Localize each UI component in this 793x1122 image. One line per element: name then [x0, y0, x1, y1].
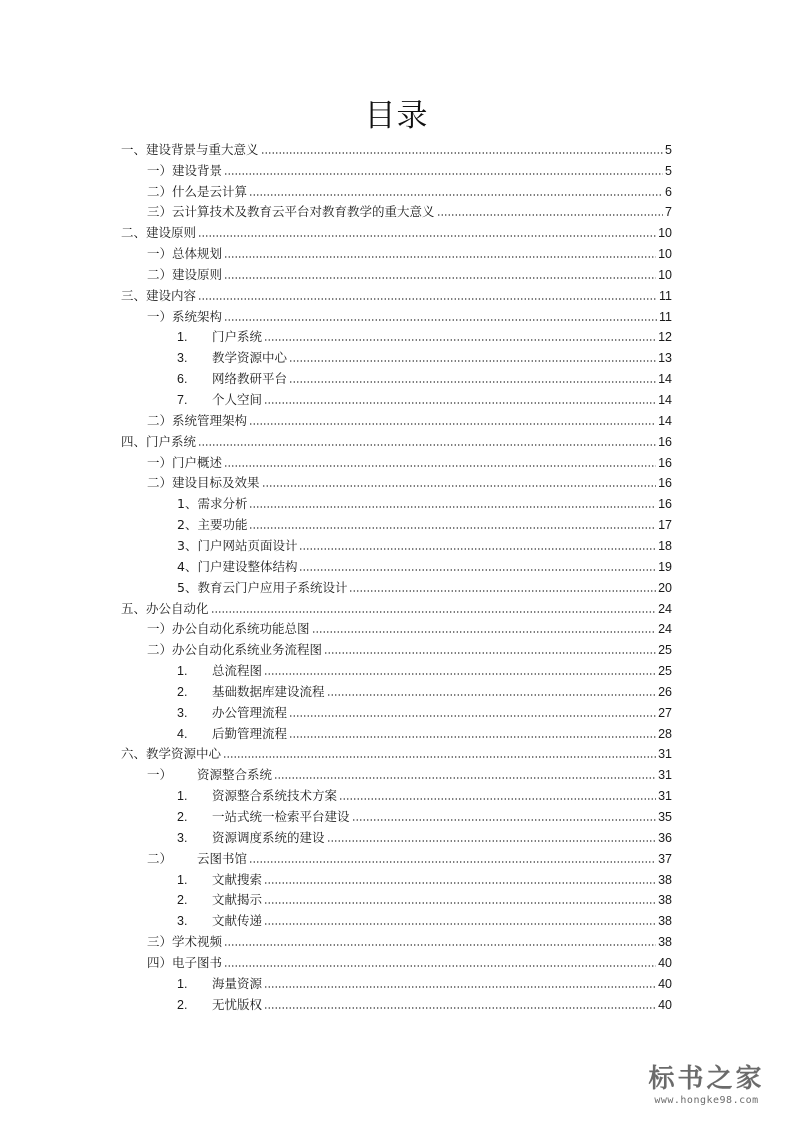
toc-dot-leader [264, 1006, 656, 1010]
toc-entry-label: 教学资源中心 [212, 350, 288, 366]
toc-entry-page-number: 31 [658, 747, 672, 762]
toc-entry[interactable] [147, 200, 672, 221]
toc-entry-number: 1. [177, 789, 188, 804]
toc-entry-number: 1. [177, 330, 188, 345]
toc-entry-label: 资源整合系统 [197, 767, 273, 783]
toc-entry-number: 3. [177, 914, 188, 929]
toc-dot-leader [264, 985, 656, 989]
toc-entry-label: 一）建设背景 [147, 162, 223, 178]
toc-entry-label: 个人空间 [212, 392, 263, 408]
toc-entry-page-number: 27 [658, 705, 672, 720]
toc-entry-page-number: 25 [658, 643, 672, 658]
toc-entry-number: 3. [177, 351, 188, 366]
toc-entry-number: 二） [147, 850, 173, 866]
toc-entry-page-number: 6 [665, 184, 672, 199]
toc-dot-leader [274, 776, 656, 780]
toc-entry-page-number: 10 [658, 247, 672, 262]
toc-entry-page-number: 26 [658, 684, 672, 699]
toc-entry-label: 无忧版权 [212, 996, 263, 1012]
toc-entry[interactable] [177, 366, 672, 387]
toc-entry-number: 一） [147, 767, 173, 783]
toc-entry-number: 1. [177, 664, 188, 679]
toc-entry-page-number: 14 [658, 413, 672, 428]
toc-dot-leader [262, 484, 657, 488]
toc-entry-label: 3、门户网站页面设计 [177, 537, 298, 553]
toc-entry-page-number: 40 [658, 955, 672, 970]
toc-dot-leader [352, 818, 657, 822]
toc-entry-label: 资源调度系统的建设 [212, 829, 325, 845]
toc-entry-page-number: 40 [658, 976, 672, 991]
toc-entry-page-number: 35 [658, 810, 672, 825]
toc-entry-label: 文献揭示 [212, 892, 263, 908]
toc-entry-number: 4. [177, 726, 188, 741]
toc-entry-label: 一）门户概述 [147, 454, 223, 470]
toc-dot-leader [289, 735, 656, 739]
toc-dot-leader [264, 401, 656, 405]
toc-entry-page-number: 31 [658, 789, 672, 804]
toc-entry-page-number: 28 [658, 726, 672, 741]
toc-dot-leader [211, 610, 657, 614]
toc-dot-leader [198, 297, 657, 301]
toc-entry[interactable] [147, 763, 672, 784]
toc-entry[interactable] [147, 408, 672, 429]
toc-dot-leader [224, 943, 656, 947]
toc-entry-page-number: 17 [658, 518, 672, 533]
toc-entry[interactable] [177, 825, 672, 846]
toc-entry[interactable] [147, 304, 672, 325]
toc-entry[interactable] [147, 617, 672, 638]
toc-dot-leader [249, 860, 656, 864]
toc-dot-leader [264, 672, 656, 676]
toc-entry[interactable] [177, 512, 672, 533]
toc-entry-number: 6. [177, 372, 188, 387]
toc-entry-page-number: 36 [658, 830, 672, 845]
toc-entry-label: 一、建设背景与重大意义 [121, 141, 259, 157]
toc-entry[interactable] [177, 679, 672, 700]
toc-entry-label: 二）办公自动化系统业务流程图 [147, 642, 323, 658]
toc-entry-label: 四、门户系统 [121, 433, 197, 449]
toc-dot-leader [264, 881, 656, 885]
toc-entry-page-number: 7 [665, 205, 672, 220]
toc-dot-leader [224, 964, 656, 968]
toc-entry-page-number: 18 [658, 538, 672, 553]
toc-entry-label: 云图书馆 [197, 850, 248, 866]
toc-dot-leader [249, 193, 663, 197]
toc-entry-page-number: 38 [658, 914, 672, 929]
toc-entry-label: 资源整合系统技术方案 [212, 788, 338, 804]
toc-entry-label: 5、教育云门户应用子系统设计 [177, 579, 348, 595]
toc-entry[interactable] [177, 387, 672, 408]
toc-dot-leader [249, 422, 656, 426]
toc-entry-page-number: 5 [665, 142, 672, 157]
toc-entry-label: 一）总体规划 [147, 246, 223, 262]
toc-entry-label: 六、教学资源中心 [121, 746, 222, 762]
toc-entry[interactable] [147, 471, 672, 492]
toc-entry[interactable] [177, 721, 672, 742]
toc-entry[interactable] [147, 450, 672, 471]
watermark-brand: 标书之家 [648, 1064, 765, 1094]
toc-entry-label: 三）学术视频 [147, 934, 223, 950]
toc-entry-page-number: 16 [658, 455, 672, 470]
toc-entry-number: 2. [177, 810, 188, 825]
toc-entry[interactable] [177, 700, 672, 721]
toc-entry-page-number: 14 [658, 372, 672, 387]
toc-dot-leader [198, 443, 656, 447]
toc-entry[interactable] [147, 929, 672, 950]
toc-entry-page-number: 38 [658, 893, 672, 908]
toc-dot-leader [224, 255, 656, 259]
toc-entry[interactable] [121, 596, 672, 617]
toc-entry-label: 三、建设内容 [121, 287, 197, 303]
toc-dot-leader [224, 464, 656, 468]
toc-entry-label: 一）办公自动化系统功能总图 [147, 621, 310, 637]
toc-entry[interactable] [177, 658, 672, 679]
toc-entry[interactable] [147, 950, 672, 971]
toc-entry-label: 4、门户建设整体结构 [177, 558, 298, 574]
toc-entry-page-number: 37 [658, 851, 672, 866]
toc-entry[interactable] [177, 346, 672, 367]
toc-entry-page-number: 13 [658, 351, 672, 366]
toc-dot-leader [327, 693, 657, 697]
toc-dot-leader [264, 901, 656, 905]
toc-entry-number: 2. [177, 997, 188, 1012]
toc-entry-page-number: 31 [658, 768, 672, 783]
toc-entry[interactable] [177, 491, 672, 512]
toc-dot-leader [327, 839, 657, 843]
toc-entry-label: 二）建设原则 [147, 266, 223, 282]
toc-entry-page-number: 24 [658, 622, 672, 637]
toc-entry-label: 五、办公自动化 [121, 600, 209, 616]
toc-dot-leader [289, 359, 656, 363]
toc-entry-label: 1、需求分析 [177, 496, 248, 512]
page-title: 目录 [364, 98, 429, 134]
toc-dot-leader [339, 797, 656, 801]
toc-entry-page-number: 16 [658, 497, 672, 512]
watermark-logo [644, 1064, 769, 1114]
toc-entry[interactable] [177, 992, 672, 1013]
toc-dot-leader [437, 213, 664, 217]
toc-dot-leader [289, 380, 656, 384]
toc-entry-number: 3. [177, 705, 188, 720]
toc-entry[interactable] [177, 867, 672, 888]
toc-dot-leader [299, 547, 656, 551]
toc-entry[interactable] [177, 888, 672, 909]
toc-entry-label: 门户系统 [212, 329, 263, 345]
toc-entry-label: 文献传递 [212, 913, 263, 929]
toc-entry-page-number: 11 [659, 288, 672, 303]
toc-entry-number: 1. [177, 976, 188, 991]
toc-entry[interactable] [121, 429, 672, 450]
toc-dot-leader [312, 630, 657, 634]
toc-entry-label: 三）云计算技术及教育云平台对教育教学的重大意义 [147, 204, 435, 220]
toc-dot-leader [224, 172, 663, 176]
toc-dot-leader [349, 589, 656, 593]
toc-dot-leader [324, 651, 656, 655]
toc-entry-number: 2. [177, 684, 188, 699]
toc-entry-page-number: 24 [658, 601, 672, 616]
toc-dot-leader [223, 755, 656, 759]
toc-entry-label: 文献搜索 [212, 871, 263, 887]
toc-entry-page-number: 16 [658, 434, 672, 449]
toc-entry-label: 二）什么是云计算 [147, 183, 248, 199]
toc-dot-leader [198, 234, 656, 238]
toc-dot-leader [249, 526, 656, 530]
toc-entry[interactable] [121, 137, 672, 158]
toc-dot-leader [224, 318, 657, 322]
toc-entry-label: 办公管理流程 [212, 704, 288, 720]
toc-entry-number: 1. [177, 872, 188, 887]
toc-entry-label: 一站式统一检索平台建设 [212, 809, 350, 825]
toc-entry-page-number: 19 [658, 559, 672, 574]
toc-entry[interactable] [177, 971, 672, 992]
toc-entry-page-number: 25 [658, 664, 672, 679]
toc-entry[interactable] [147, 262, 672, 283]
toc-entry[interactable] [147, 846, 672, 867]
toc-entry[interactable] [147, 637, 672, 658]
toc-entry-label: 网络教研平台 [212, 371, 288, 387]
toc-entry[interactable] [147, 158, 672, 179]
toc-dot-leader [249, 505, 656, 509]
toc-entry-label: 后勤管理流程 [212, 725, 288, 741]
toc-entry-page-number: 40 [658, 997, 672, 1012]
toc-entry-page-number: 10 [658, 267, 672, 282]
toc-entry-label: 基础数据库建设流程 [212, 683, 325, 699]
toc-entry-number: 7. [177, 393, 188, 408]
toc-entry-page-number: 5 [665, 163, 672, 178]
toc-dot-leader [289, 714, 656, 718]
toc-entry[interactable] [177, 533, 672, 554]
toc-entry-label: 二）系统管理架构 [147, 412, 248, 428]
toc-entry[interactable] [177, 554, 672, 575]
toc-entry-label: 二、建设原则 [121, 225, 197, 241]
toc-entry-page-number: 20 [658, 580, 672, 595]
toc-entry-page-number: 38 [658, 935, 672, 950]
toc-entry[interactable] [177, 575, 672, 596]
toc-dot-leader [299, 568, 656, 572]
toc-entry[interactable] [177, 804, 672, 825]
toc-entry-label: 二）建设目标及效果 [147, 475, 260, 491]
toc-entry[interactable] [121, 742, 672, 763]
toc-entry-page-number: 12 [658, 330, 672, 345]
toc-dot-leader [264, 922, 656, 926]
toc-entry-label: 总流程图 [212, 663, 263, 679]
toc-entry[interactable] [177, 325, 672, 346]
toc-entry-label: 海量资源 [212, 975, 263, 991]
toc-entry-page-number: 11 [659, 309, 672, 324]
toc-entry[interactable] [147, 179, 672, 200]
toc-entry[interactable] [121, 283, 672, 304]
watermark-url: www.hongke98.com [654, 1095, 759, 1106]
toc-entry-label: 四）电子图书 [147, 954, 223, 970]
toc-entry[interactable] [121, 220, 672, 241]
toc-entry-number: 3. [177, 830, 188, 845]
toc-dot-leader [264, 338, 656, 342]
toc-entry[interactable] [177, 908, 672, 929]
toc-entry[interactable] [177, 783, 672, 804]
toc-entry[interactable] [147, 241, 672, 262]
toc-entry-page-number: 14 [658, 393, 672, 408]
toc-dot-leader [224, 276, 656, 280]
toc-entry-label: 2、主要功能 [177, 517, 248, 533]
toc-dot-leader [261, 151, 664, 155]
toc-entry-page-number: 38 [658, 872, 672, 887]
toc-entry-page-number: 16 [658, 476, 672, 491]
toc-entry-label: 一）系统架构 [147, 308, 223, 324]
toc-entry-page-number: 10 [658, 226, 672, 241]
toc-entry-number: 2. [177, 893, 188, 908]
